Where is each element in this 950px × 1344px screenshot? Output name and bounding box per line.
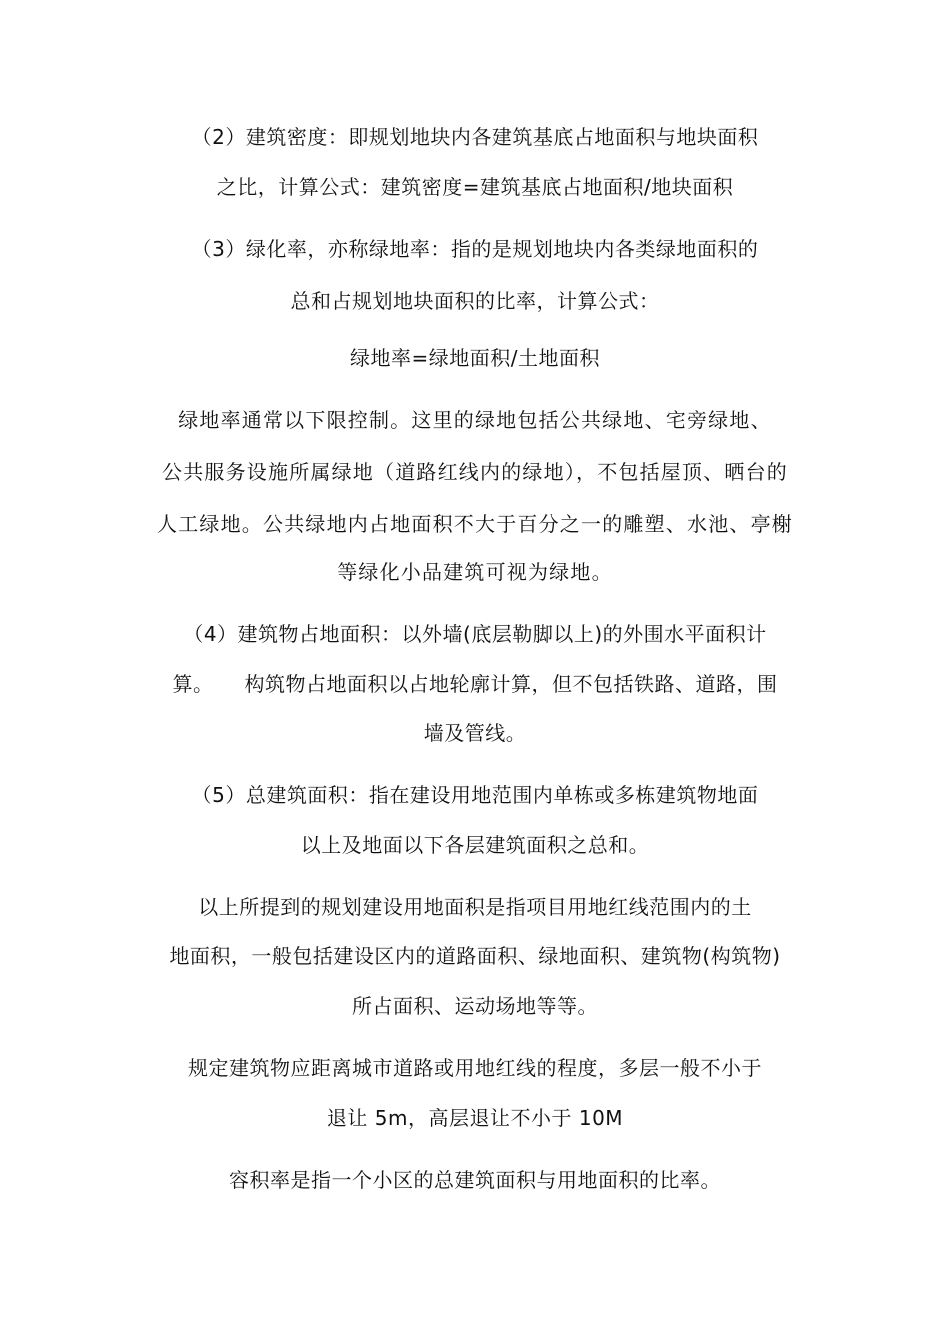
paragraph-2-line-2: 总和占规划地块面积的比率，计算公式： xyxy=(290,289,660,313)
paragraph-4-line-1: （4）建筑物占地面积：以外墙(底层勒脚以上)的外围水平面积计 xyxy=(183,622,767,646)
paragraph-8-line-1: 容积率是指一个小区的总建筑面积与用地面积的比率。 xyxy=(229,1168,721,1192)
paragraph-3-line-4: 等绿化小品建筑可视为绿地。 xyxy=(337,560,613,584)
paragraph-2-formula: 绿地率=绿地面积/土地面积 xyxy=(350,346,600,370)
paragraph-4-line-2: 算。 构筑物占地面积以占地轮廓计算，但不包括铁路、道路，围 xyxy=(172,672,778,696)
paragraph-7-line-2: 退让 5m，高层退让不小于 10M xyxy=(326,1106,624,1130)
paragraph-3-line-3: 人工绿地。公共绿地内占地面积不大于百分之一的雕塑、水池、亭榭 xyxy=(157,512,793,536)
paragraph-4-line-3: 墙及管线。 xyxy=(423,721,527,745)
paragraph-1-line-1: （2）建筑密度：即规划地块内各建筑基底占地面积与地块面积 xyxy=(191,125,759,149)
paragraph-5-line-1: （5）总建筑面积：指在建设用地范围内单栋或多栋建筑物地面 xyxy=(191,783,759,807)
paragraph-3-line-2: 公共服务设施所属绿地（道路红线内的绿地），不包括屋顶、晒台的 xyxy=(162,460,788,484)
paragraph-6-line-1: 以上所提到的规划建设用地面积是指项目用地红线范围内的土 xyxy=(198,895,752,919)
paragraph-5-line-2: 以上及地面以下各层建筑面积之总和。 xyxy=(300,833,650,857)
paragraph-1-line-2: 之比，计算公式：建筑密度=建筑基底占地面积/地块面积 xyxy=(216,175,734,199)
paragraph-2-line-1: （3）绿化率，亦称绿地率：指的是规划地块内各类绿地面积的 xyxy=(191,237,759,261)
paragraph-6-line-2: 地面积，一般包括建设区内的道路面积、绿地面积、建筑物(构筑物) xyxy=(169,944,781,968)
paragraph-6-line-3: 所占面积、运动场地等等。 xyxy=(352,994,598,1018)
paragraph-7-line-1: 规定建筑物应距离城市道路或用地红线的程度，多层一般不小于 xyxy=(188,1056,762,1080)
paragraph-3-line-1: 绿地率通常以下限控制。这里的绿地包括公共绿地、宅旁绿地、 xyxy=(178,408,772,432)
